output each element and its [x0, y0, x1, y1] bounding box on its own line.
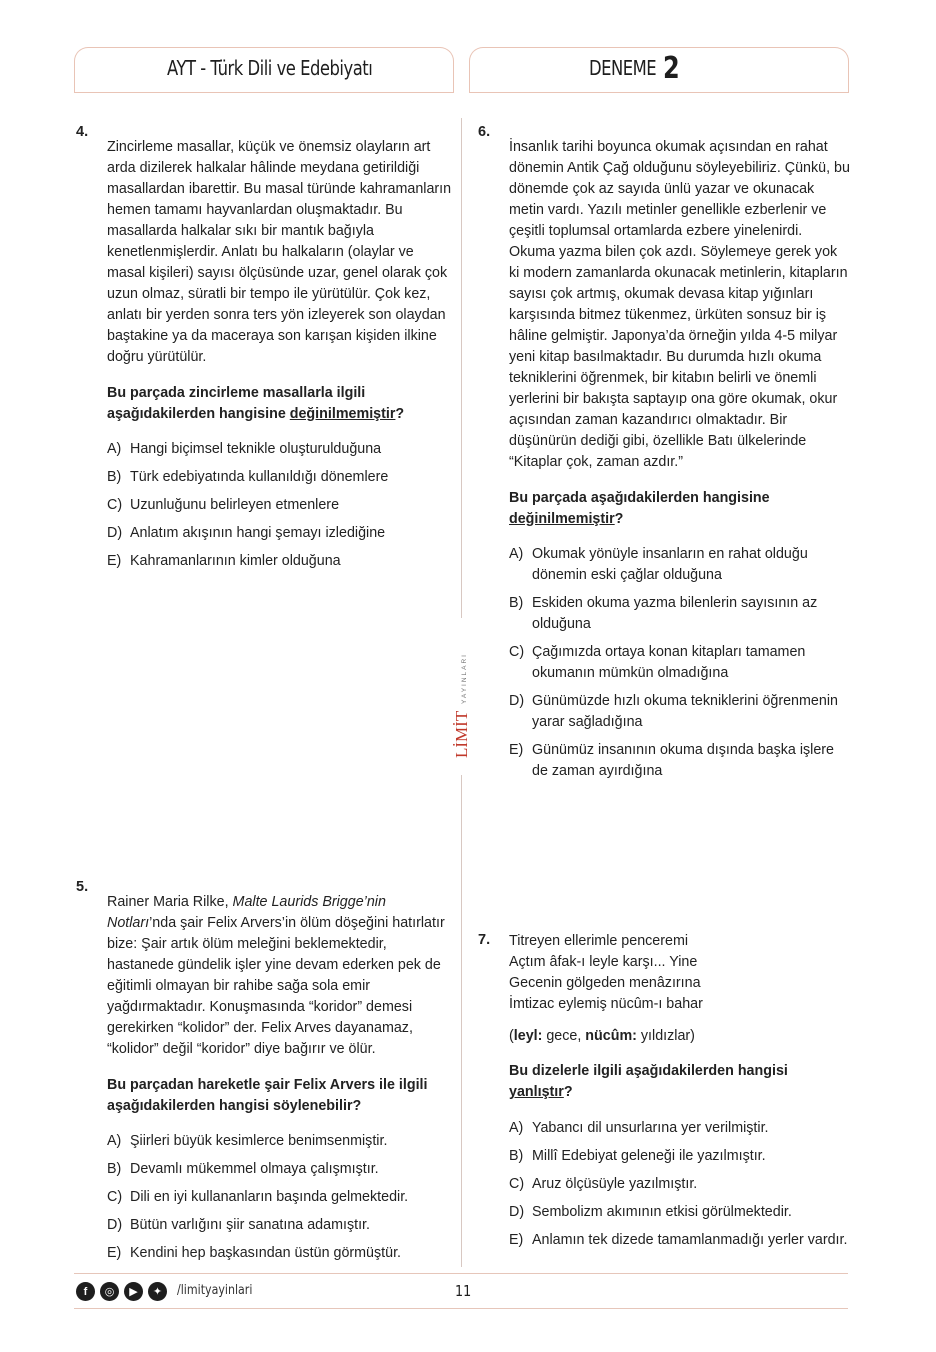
option-4c[interactable]: C) Uzunluğunu belirleyen etmenlere [107, 496, 340, 513]
header-subject: AYT - Türk Dili ve Edebiyatı [167, 56, 373, 80]
footer-rule-top [74, 1273, 848, 1274]
header-exam-label: DENEME [589, 56, 657, 80]
option-4a[interactable]: A) Hangi biçimsel teknikle oluşturulduğuna [107, 440, 382, 457]
option-4b[interactable]: B) Türk edebiyatında kullanıldığı dönemlere [107, 468, 389, 485]
option-6c[interactable]: C) Çağımızda ortaya konan kitapları tamamen okumanın mümkün olmadığına [509, 643, 806, 681]
verse-line: Titreyen ellerimle penceremi [509, 933, 689, 949]
question-5 [107, 878, 452, 1271]
brand-logo [448, 630, 476, 760]
verse-line: Açtım âfak-ı leyle karşı... Yine [509, 954, 698, 970]
option-5b[interactable]: B) Devamlı mükemmel olmaya çalışmıştır. [107, 1160, 379, 1177]
column-divider-top [461, 118, 462, 618]
question-7-verses [509, 931, 851, 1015]
verse-line: İmtizac eylemiş nücûm-ı bahar [509, 996, 703, 1012]
header-rule-right [469, 92, 849, 93]
option-7b[interactable]: B) Millî Edebiyat geleneği ile yazılmıştır. [509, 1147, 766, 1164]
column-divider-bottom [461, 775, 462, 1267]
twitter-icon[interactable]: ✦ [148, 1282, 167, 1301]
option-4d[interactable]: D) Anlatım akışının hangi şemayı izlediğine [107, 524, 386, 541]
option-5d[interactable]: D) Bütün varlığını şiir sanatına adamıştır. [107, 1216, 370, 1233]
option-7a[interactable]: A) Yabancı dil unsurlarına yer verilmiştir. [509, 1119, 769, 1136]
question-6-options [509, 544, 851, 782]
verse-line: Gecenin gölgeden menâzırına [509, 975, 701, 991]
option-5c[interactable]: C) Dili en iyi kullananların başında gelmektedir. [107, 1188, 409, 1205]
brand-sub: YAYINLARI [461, 653, 468, 704]
question-7 [509, 931, 851, 1258]
question-5-options [107, 1131, 452, 1264]
header-exam-box [469, 47, 849, 92]
option-6d[interactable]: D) Günümüzde hızlı okuma tekniklerini öğrenmenin yarar sağladığına [509, 692, 838, 730]
page-number: 11 [455, 1282, 472, 1300]
brand-name: LİMİT [452, 710, 471, 758]
header-exam-number: 2 [663, 51, 680, 86]
option-5a[interactable]: A) Şiirleri büyük kesimlerce benimsenmiştir. [107, 1132, 388, 1149]
option-6a[interactable]: A) Okumak yönüyle insanların en rahat olduğu dönemin eski çağlar olduğuna [509, 545, 808, 583]
question-4 [107, 123, 452, 579]
question-4-number: 4. [76, 124, 89, 140]
question-5-stem: Bu parçadan hareketle şair Felix Arvers ile ilgili aşağıdakilerden hangisi söylenebilir? [107, 1076, 428, 1114]
question-4-stem: Bu parçada zincirleme masallarla ilgili aşağıdakilerden hangisine değinilmemiştir? [107, 384, 405, 422]
instagram-icon[interactable]: ◎ [100, 1282, 119, 1301]
option-6b[interactable]: B) Eskiden okuma yazma bilenlerin sayısının az olduğuna [509, 594, 818, 632]
question-4-options [107, 439, 452, 572]
question-6-passage: İnsanlık tarihi boyunca okumak açısından en rahat dönemin Antik Çağ olduğunu söyleyebiliriz. Çünkü, bu dönemde çok az sayıda ünlü yazar ve okunacak metin vardı. Yazılı metinler genellikle ezberlenir ve çeşitli toplumsal ortamlarda ezbere yinelenirdi. Okuma yazma bilen çok azdı. Söylemeye gerek yok ki modern zamanlarda okunacak metinlerin, kitapların sayısı çok artmış, okumak devasa kitap yığınları karşısında bitmez tükenmez, ürküten sonsuz bir iş hâline gelmiştir. Japonya’da örneğin yılda 4-5 milyar yeni kitap basılmaktadır. Bu durumda hızlı okuma tekniklerini öğrenmek, bir kitabın belirli ve önemli yerlerini bir bakışta saptayıp ona göre okumak, okur açısından zaman kazandırıcı olmaktadır. Bir düşünürün dediği gibi, özellikle Batı ülkelerinde “Kitaplar çok, zaman azdır.” [509, 139, 850, 471]
option-7c[interactable]: C) Aruz ölçüsüyle yazılmıştır. [509, 1175, 698, 1192]
question-5-passage: Rainer Maria Rilke, Malte Laurids Brigge’nin Notları’nda şair Felix Arvers’in ölüm döşeğini hatırlatır bize: Şair artık ölüm meleğini beklemektedir, hastanede gündelik işler yine devam ederken pek de eğitimli olmayan bir rahibe sağa sola emir yağdırmaktadır. Konuşmasında “koridor” demesi gerekirken “kolidor” der. Felix Arves dayanamaz, “kolidor” değil “koridor” diye bağırır ve ölür. [107, 894, 445, 1058]
question-6-stem: Bu parçada aşağıdakilerden hangisine değinilmemiştir? [509, 489, 770, 527]
footer-rule-bottom [74, 1308, 848, 1309]
youtube-icon[interactable]: ▶ [124, 1282, 143, 1301]
question-6-number: 6. [478, 124, 491, 140]
question-5-number: 5. [76, 879, 89, 895]
social-handle[interactable]: /limityayinlari [177, 1283, 253, 1298]
option-6e[interactable]: E) Günümüz insanının okuma dışında başka işlere de zaman ayırdığına [509, 741, 834, 779]
question-6 [509, 123, 851, 789]
facebook-icon[interactable]: f [76, 1282, 95, 1301]
question-7-stem: Bu dizelerle ilgili aşağıdakilerden hangisi yanlıştır? [509, 1063, 788, 1101]
option-4e[interactable]: E) Kahramanlarının kimler olduğuna [107, 552, 341, 569]
header-rule-left [74, 92, 454, 93]
option-5e[interactable]: E) Kendini hep başkasından üstün görmüştür. [107, 1244, 402, 1261]
question-7-options [509, 1118, 851, 1251]
option-7d[interactable]: D) Sembolizm akımının etkisi görülmektedir. [509, 1203, 792, 1220]
question-4-passage: Zincirleme masallar, küçük ve önemsiz olayların art arda dizilerek halkalar hâlinde meydana getirildiği masallardan ibarettir. Bu masal türünde kahramanların hemen tamamı hayvanlardan oluşmaktadır. Bu masallarda halkalar sıkı bir mantık bağıyla kenetlenmişlerdir. Anlatı bu halkaların (olaylar ve masal kişileri) sayısı ölçüsünde uzar, genel olarak çok uzun olmaz, süratli bir tempo ile yürütülür. Çok kez, anlatı bir yerden sonra ters yön izleyerek son olaydan baştakine ya da maceraya son karışan kişiden ilkine doğru yürütülür. [107, 139, 452, 366]
option-7e[interactable]: E) Anlamın tek dizede tamamlanmadığı yerler vardır. [509, 1231, 848, 1248]
question-7-glossary: (leyl: gece, nücûm: yıldızlar) [509, 1028, 695, 1044]
question-7-number: 7. [478, 932, 491, 948]
